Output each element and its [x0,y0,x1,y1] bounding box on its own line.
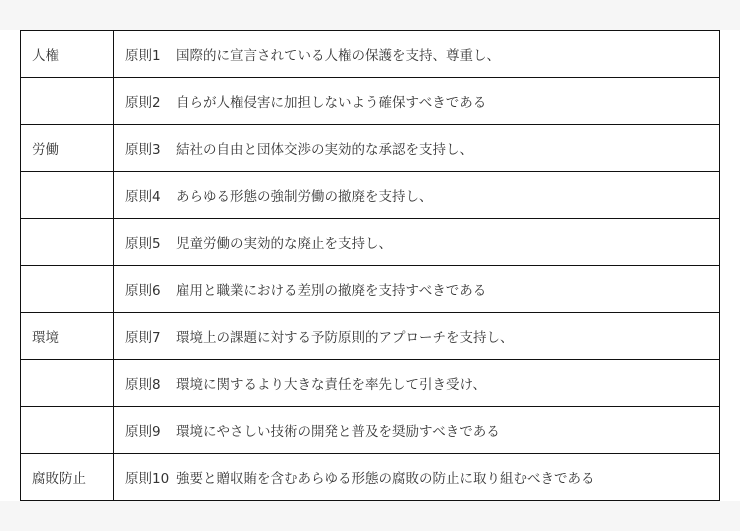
category-cell [21,172,114,219]
principle-text: 国際的に宣言されている人権の保護を支持、尊重し、 [176,48,500,64]
category-cell [21,266,114,313]
principle-cell [114,78,720,125]
principle-number: 原則9 [125,424,161,440]
table-row [21,219,720,266]
category-cell [21,219,114,266]
principle-number: 原則10 [125,471,170,487]
category-cell: 労働 [21,125,114,172]
principle-cell [114,360,720,407]
principle-text: 環境に関するより大きな責任を率先して引き受け、 [176,377,486,393]
table-row [21,407,720,454]
principle-text: 児童労働の実効的な廃止を支持し、 [176,236,392,252]
category-cell [21,407,114,454]
category-cell [21,360,114,407]
table-row [21,266,720,313]
principle-text: あらゆる形態の強制労働の撤廃を支持し、 [176,189,433,205]
principle-cell [114,172,720,219]
principle-text: 強要と贈収賄を含むあらゆる形態の腐敗の防止に取り組むべきである [176,471,595,487]
category-cell: 腐敗防止 [21,454,114,501]
principle-number: 原則3 [125,142,161,158]
table-row [21,31,720,78]
category-cell [21,78,114,125]
principle-number: 原則6 [125,283,161,299]
principle-text: 結社の自由と団体交渉の実効的な承認を支持し、 [176,142,473,158]
principle-cell [114,407,720,454]
principle-number: 原則8 [125,377,161,393]
table-row [21,313,720,360]
principles-table [20,30,720,501]
principle-text: 環境上の課題に対する予防原則的アプローチを支持し、 [176,330,514,346]
principle-cell [114,454,720,501]
principle-number: 原則2 [125,95,161,111]
principle-text: 環境にやさしい技術の開発と普及を奨励すべきである [176,424,500,440]
principle-text: 雇用と職業における差別の撤廃を支持すべきである [176,283,487,299]
principle-number: 原則4 [125,189,161,205]
table-row [21,125,720,172]
document-page [0,30,740,501]
table-row [21,78,720,125]
table-row [21,360,720,407]
table-row [21,172,720,219]
principle-cell [114,219,720,266]
principle-cell [114,31,720,78]
principle-cell [114,266,720,313]
principle-number: 原則5 [125,236,161,252]
principle-text: 自らが人権侵害に加担しないよう確保すべきである [176,95,487,111]
principle-number: 原則1 [125,48,161,64]
principle-cell [114,125,720,172]
principles-table-body [21,31,720,501]
principle-cell [114,313,720,360]
category-cell: 人権 [21,31,114,78]
category-cell: 環境 [21,313,114,360]
table-row [21,454,720,501]
principle-number: 原則7 [125,330,161,346]
